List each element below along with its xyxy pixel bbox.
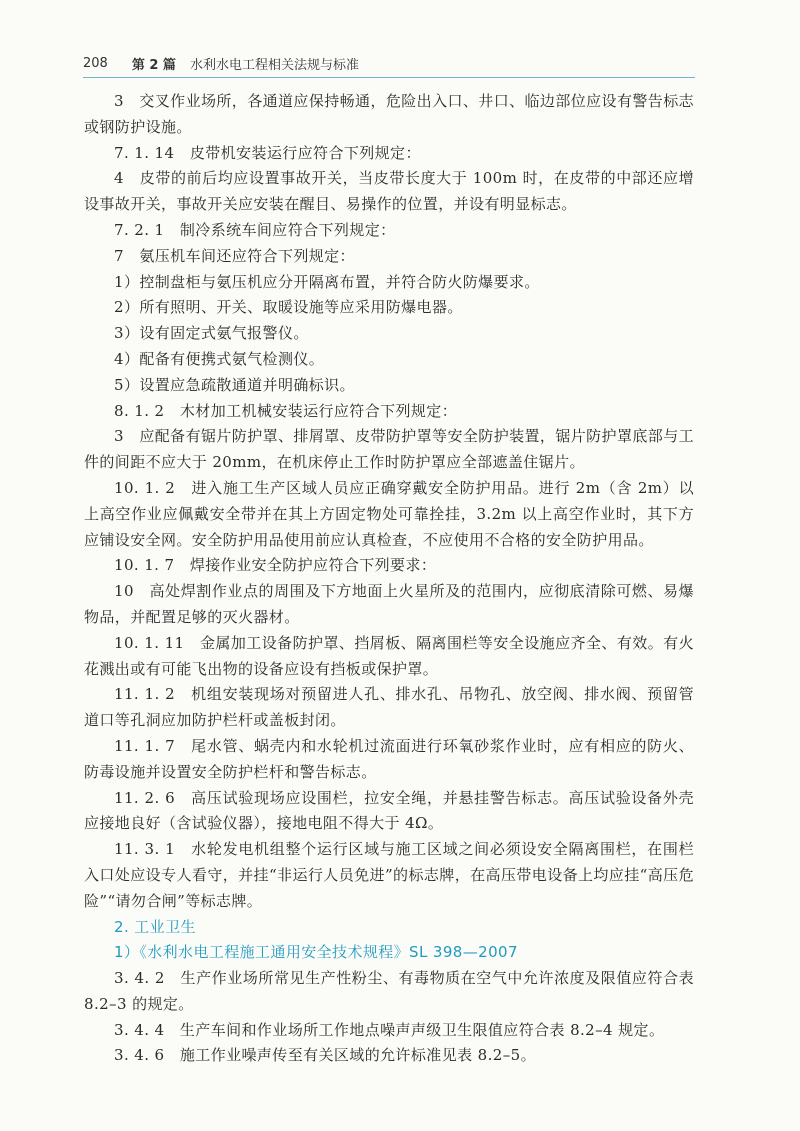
page-number: 208	[83, 55, 108, 71]
header-rule	[83, 77, 695, 78]
paragraph: 7. 2. 1 制冷系统车间应符合下列规定：	[114, 220, 396, 239]
paragraph: 11. 2. 6 高压试验现场应设围栏，拉安全绳，并悬挂警告标志。高压试验设备外壳应接地良好（含试验仪器），接地电阻不得大于 4Ω。	[84, 788, 694, 833]
paragraph: 7 氨压机车间还应符合下列规定：	[114, 246, 355, 265]
page-body	[84, 89, 694, 1069]
paragraph: 3 交叉作业场所，各通道应保持畅通，危险出入口、井口、临边部位应设有警告标志或钢防护设施。	[84, 92, 694, 136]
paragraph: 3. 4. 2 生产作业场所常见生产性粉尘、有毒物质在空气中允许浓度及限值应符合表 8.2–3 的规定。	[84, 969, 694, 1013]
paragraph: 10 高处焊割作业点的周围及下方地面上火星所及的范围内，应彻底清除可燃、易爆物品，并配置足够的灭火器材。	[84, 582, 694, 626]
paragraph: 3）设有固定式氨气报警仪。	[114, 324, 309, 343]
paragraph: 3. 4. 4 生产车间和作业场所工作地点噪声声级卫生限值应符合表 8.2–4 规定。	[114, 1020, 665, 1039]
paragraph: 3. 4. 6 施工作业噪声传至有关区域的允许标准见表 8.2–5。	[114, 1046, 536, 1065]
paragraph: 4 皮带的前后均应设置事故开关，当皮带长度大于 100m 时，在皮带的中部还应增设事故开关，事故开关应安装在醒目、易操作的位置，并设有明显标志。	[84, 169, 694, 214]
paragraph: 3 应配备有锯片防护罩、排屑罩、皮带防护罩等安全防护装置，锯片防护罩底部与工件的间距不应大于 20mm，在机床停止工作时防护罩应全部遮盖住锯片。	[84, 427, 694, 472]
paragraph: 10. 1. 11 金属加工设备防护罩、挡屑板、隔离围栏等安全设施应齐全、有效。有火花溅出或有可能飞出物的设备应设有挡板或保护罩。	[84, 633, 694, 678]
paragraph: 2）所有照明、开关、取暖设施等应采用防爆电器。	[114, 298, 463, 317]
section-heading: 2. 工业卫生	[114, 917, 196, 936]
paragraph: 11. 1. 2 机组安装现场对预留进人孔、排水孔、吊物孔、放空阀、排水阀、预留管道口等孔洞应加防护栏杆或盖板封闭。	[84, 685, 694, 730]
paragraph: 7. 1. 14 皮带机安装运行应符合下列规定：	[114, 143, 421, 162]
paragraph: 10. 1. 2 进入施工生产区域人员应正确穿戴安全防护用品。进行 2m（含 2m）以上高空作业应佩戴安全带并在其上方固定物处可靠拴挂，3.2m 以上高空作业时，其下方应铺设安全网。安全防护用品使用前应认真检查，不应使用不合格的安全防护用品。	[84, 478, 694, 549]
paragraph: 11. 1. 7 尾水管、蜗壳内和水轮机过流面进行环氧砂浆作业时，应有相应的防火、防毒设施并设置安全防护栏杆和警告标志。	[84, 736, 694, 781]
section-subheading: 1）《水利水电工程施工通用安全技术规程》SL 398—2007	[114, 943, 518, 962]
header-title: 水利水电工程相关法规与标准	[189, 57, 359, 73]
paragraph: 10. 1. 7 焊接作业安全防护应符合下列要求：	[114, 556, 437, 575]
paragraph: 8. 1. 2 木材加工机械安装运行应符合下列规定：	[114, 401, 458, 420]
paragraph: 4）配备有便携式氨气检测仪。	[114, 349, 325, 368]
running-header	[83, 52, 693, 74]
paragraph: 11. 3. 1 水轮发电机组整个运行区域与施工区域之间必须设安全隔离围栏，在围栏入口处应设专人看守，并挂“非运行人员免进”的标志牌，在高压带电设备上均应挂“高压危险”“请勿合闸”等标志牌。	[84, 840, 694, 910]
paragraph: 5）设置应急疏散通道并明确标识。	[114, 375, 355, 394]
paragraph: 1）控制盘柜与氨压机应分开隔离布置，并符合防火防爆要求。	[114, 272, 540, 291]
part-label: 第 2 篇	[131, 57, 176, 73]
